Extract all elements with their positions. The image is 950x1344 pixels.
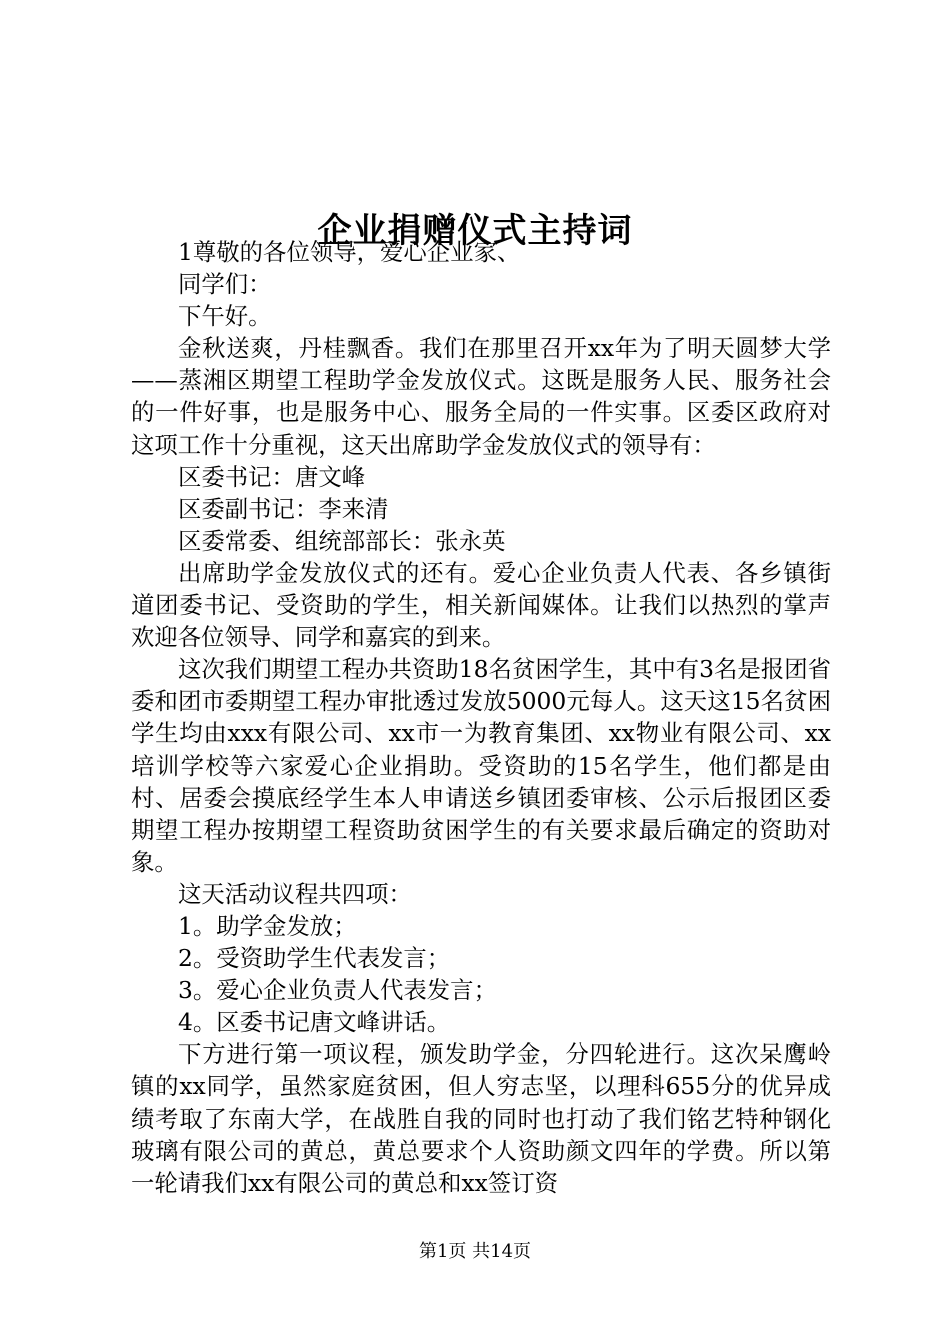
paragraph-funding: 这次我们期望工程办共资助18名贫困学生，其中有3名是报团省委和团市委期望工程办审批透过发放5000元每人。这天这15名贫困学生均由xxx有限公司、xx市一为教育集团、xx物业有限公司、xx培训学校等六家爱心企业捐助。受资助的15名学生，他们都是由村、居委会摸底经学生本人申请送乡镇团委审核、公示后报团区委期望工程办按期望工程资助贫困学生的有关要求最后确定的资助对象。 <box>131 655 831 876</box>
paragraph-leader-3: 区委常委、组统部部长：张永英 <box>178 526 506 555</box>
agenda-item-4: 4。区委书记唐文峰讲话。 <box>178 1008 451 1037</box>
page-number: 第1页 共14页 <box>418 1241 532 1262</box>
paragraph-salutation: 1尊敬的各位领导，爱心企业家、 <box>178 238 521 266</box>
agenda-item-1: 1。助学金发放； <box>178 911 357 940</box>
paragraph-first-round: 下方进行第一项议程，颁发助学金，分四轮进行。这次呆鹰岭镇的xx同学，虽然家庭贫困，但人穷志坚，以理科655分的优异成绩考取了东南大学，在战胜自我的同时也打动了我们铭艺特种钢化玻璃有限公司的黄总，黄总要求个人资助颜文四年的学费。所以第一轮请我们xx有限公司的黄总和xx签订资 <box>131 1040 831 1197</box>
paragraph-greeting: 下午好。 <box>178 302 272 331</box>
document-body <box>131 236 831 1199</box>
paragraph-intro: 金秋送爽，丹桂飘香。我们在那里召开xx年为了明天圆梦大学——蒸湘区期望工程助学金发放仪式。这既是服务人民、服务社会的一件好事，也是服务中心、服务全局的一件实事。区委区政府对这项工作十分重视，这天出席助学金发放仪式的领导有： <box>131 334 831 459</box>
paragraph-leader-1: 区委书记：唐文峰 <box>178 462 366 491</box>
paragraph-salutation-cont: 同学们： <box>178 270 272 299</box>
agenda-item-3: 3。爱心企业负责人代表发言； <box>178 976 497 1005</box>
document-title: 企业捐赠仪式主持词 <box>317 210 633 251</box>
paragraph-leader-2: 区委副书记：李来清 <box>178 494 389 523</box>
agenda-item-2: 2。受资助学生代表发言； <box>178 944 451 973</box>
paragraph-agenda-intro: 这天活动议程共四项： <box>178 879 412 908</box>
paragraph-attendees: 出席助学金发放仪式的还有。爱心企业负责人代表、各乡镇街道团委书记、受资助的学生，相关新闻媒体。让我们以热烈的掌声欢迎各位领导、同学和嘉宾的到来。 <box>131 558 831 652</box>
